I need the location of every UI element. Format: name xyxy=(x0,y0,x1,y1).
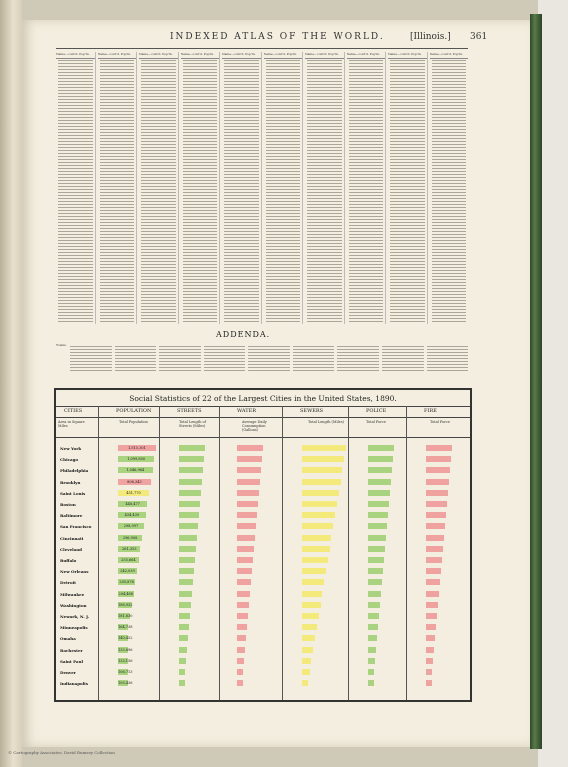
city-name: Buffalo xyxy=(60,558,77,563)
statistic-bar xyxy=(368,523,387,529)
city-name: Washington xyxy=(60,602,87,608)
statistic-bar xyxy=(179,445,205,451)
population-bar: 255,664 xyxy=(118,557,139,563)
index-column-head: Name—cont'd. Pop'ln. xyxy=(430,52,469,59)
statistic-bar xyxy=(426,523,445,529)
right-board xyxy=(538,0,568,767)
sub-header: Total Population xyxy=(119,420,148,424)
population-bar: 164,738 xyxy=(118,625,133,630)
statistic-bar xyxy=(179,568,194,574)
index-column-head: Name—cont'd. Pop'ln. xyxy=(347,52,386,59)
sub-headers xyxy=(56,417,470,438)
city-name: Minneapolis xyxy=(60,625,88,631)
statistic-bar xyxy=(179,613,190,619)
population-bar: 205,876 xyxy=(119,580,134,585)
city-name: Omaha xyxy=(60,636,76,642)
population-bar: 1,046,964 xyxy=(118,467,153,473)
statistic-bar xyxy=(179,479,202,485)
statistic-bar xyxy=(426,501,447,507)
statistic-bar xyxy=(237,669,243,675)
place-index xyxy=(56,52,468,324)
sub-header: Area in Square Miles xyxy=(58,420,85,428)
statistic-bar xyxy=(302,579,324,585)
statistic-bar xyxy=(426,512,446,518)
population-bar: 140,452 xyxy=(118,636,133,641)
city-name: Indianapolis xyxy=(60,681,88,687)
city-name: Brooklyn xyxy=(60,479,81,485)
statistic-bar xyxy=(237,647,245,653)
statistic-bar xyxy=(368,546,385,552)
statistic-bar xyxy=(302,680,308,686)
sub-header: Total Force xyxy=(430,420,450,424)
population-bar: 1,099,850 xyxy=(118,456,154,462)
sub-header: Total Length (Miles) xyxy=(308,420,344,424)
statistic-bar xyxy=(368,490,390,496)
statistic-bar xyxy=(368,613,379,619)
population-bar: 261,353 xyxy=(118,546,140,552)
population-bar: 106,713 xyxy=(118,670,133,674)
statistic-bar xyxy=(302,557,328,563)
city-name: Baltimore xyxy=(60,513,83,519)
statistic-bar xyxy=(237,490,259,496)
statistic-bar xyxy=(302,669,310,675)
statistic-bar xyxy=(368,445,394,451)
statistic-bar xyxy=(179,658,186,664)
statistic-bar xyxy=(237,613,248,619)
index-entries xyxy=(183,60,218,324)
statistic-bar xyxy=(302,546,330,552)
column-header: CITIES xyxy=(64,408,83,414)
statistic-bar xyxy=(179,669,185,675)
statistic-bar xyxy=(426,546,443,552)
statistic-bar xyxy=(426,456,451,462)
addenda-column xyxy=(115,346,157,372)
statistic-bar xyxy=(426,669,432,675)
city-name: Detroit xyxy=(60,580,77,586)
index-column-head: Name—cont'd. Pop'ln. xyxy=(181,52,220,59)
statistic-bar xyxy=(368,535,386,541)
statistic-bar xyxy=(237,523,256,529)
column-divider xyxy=(159,406,160,700)
column-header: STREETS xyxy=(177,408,202,414)
statistic-bar xyxy=(302,591,322,597)
statistic-bar xyxy=(237,445,263,451)
statistic-bar xyxy=(237,467,261,473)
index-entries xyxy=(266,60,301,324)
statistic-bar xyxy=(302,501,337,507)
column-divider xyxy=(282,406,283,700)
social-statistics-table xyxy=(54,388,472,702)
sub-header: Total Length of Streets (Miles) xyxy=(179,420,206,428)
column-header: FIRE xyxy=(424,408,437,414)
statistic-bar xyxy=(426,647,434,653)
statistic-bar xyxy=(302,624,317,630)
statistic-bar xyxy=(237,557,253,563)
statistic-bar xyxy=(426,568,441,574)
population-bar: 448,477 xyxy=(118,501,147,507)
column-divider xyxy=(406,406,407,700)
statistic-bar xyxy=(179,647,187,653)
statistic-bar xyxy=(179,490,201,496)
left-page-edge xyxy=(0,0,22,767)
statistic-bar xyxy=(368,456,393,462)
statistic-bar xyxy=(237,591,250,597)
city-name: Boston xyxy=(60,502,76,507)
index-column xyxy=(430,52,469,324)
statistic-bar xyxy=(302,647,313,653)
population-bar: 133,156 xyxy=(118,658,133,663)
header-rule xyxy=(56,48,468,49)
population-bar: 296,908 xyxy=(118,535,142,541)
index-entries xyxy=(141,60,176,324)
column-divider xyxy=(98,406,99,700)
page-title: INDEXED ATLAS OF THE WORLD. xyxy=(170,32,385,42)
statistic-bar xyxy=(426,635,435,641)
statistic-bar xyxy=(426,613,437,619)
statistic-bar xyxy=(368,579,382,585)
credit-note: © Cartography Associates, David Rumsey Collection xyxy=(8,750,115,755)
index-column-head: Name—cont'd. Pop'ln. xyxy=(139,52,178,59)
statistic-bar xyxy=(179,467,203,473)
statistic-bar xyxy=(368,624,378,630)
statistic-bar xyxy=(368,658,375,664)
index-column-head: Name—cont'd. Pop'ln. xyxy=(264,52,303,59)
statistic-bar xyxy=(302,635,315,641)
statistic-bar xyxy=(302,490,339,496)
statistic-bar xyxy=(426,490,448,496)
statistic-bar xyxy=(302,479,341,485)
city-name: New Orleans xyxy=(60,569,89,575)
column-header: POPULATION xyxy=(116,408,152,414)
statistic-bar xyxy=(302,467,342,473)
city-name: San Francisco xyxy=(60,524,92,530)
statistic-bar xyxy=(237,512,257,518)
statistic-bar xyxy=(237,602,249,608)
addenda-list xyxy=(70,346,468,372)
statistic-bar xyxy=(179,680,185,686)
statistic-bar xyxy=(368,557,384,563)
index-column xyxy=(388,52,428,324)
index-column-head: Name—cont'd. Pop'ln. xyxy=(98,52,137,59)
index-column xyxy=(139,52,179,324)
statistic-bar xyxy=(368,479,391,485)
statistic-bar xyxy=(368,501,389,507)
statistic-bar xyxy=(179,546,196,552)
statistic-bar xyxy=(368,602,380,608)
statistic-bar xyxy=(368,680,374,686)
statistic-bar xyxy=(237,579,251,585)
statistic-bar xyxy=(426,680,432,686)
statistic-bar xyxy=(302,512,335,518)
statistic-bar xyxy=(368,635,377,641)
statistic-bar xyxy=(179,512,199,518)
statistic-bar xyxy=(368,568,383,574)
index-column xyxy=(98,52,138,324)
column-header: POLICE xyxy=(366,408,387,414)
city-name: Cincinnati xyxy=(60,535,84,541)
statistic-bar xyxy=(426,591,439,597)
statistic-bar xyxy=(302,445,346,451)
statistic-bar xyxy=(302,568,326,574)
statistic-bar xyxy=(426,557,442,563)
statistic-bar xyxy=(302,535,331,541)
population-bar: 1,515,301 xyxy=(118,445,156,451)
statistic-bar xyxy=(302,456,344,462)
sub-header: Average Daily Consumption (Gallons) xyxy=(242,420,267,432)
index-column xyxy=(347,52,387,324)
city-name: Cleveland xyxy=(60,546,82,552)
statistic-bar xyxy=(302,602,321,608)
index-entries xyxy=(224,60,259,324)
population-bar: 133,896 xyxy=(118,647,133,652)
index-column-head: Name—cont'd. Pop'ln. xyxy=(388,52,427,59)
sub-header: Total Force xyxy=(366,420,386,424)
statistic-bar xyxy=(179,579,193,585)
statistic-bar xyxy=(237,501,258,507)
column-header: SEWERS xyxy=(300,408,324,414)
page-header xyxy=(30,32,498,48)
city-name: Denver xyxy=(60,670,76,675)
index-column xyxy=(222,52,262,324)
statistic-bar xyxy=(237,479,260,485)
index-column xyxy=(264,52,304,324)
addenda-column xyxy=(427,346,469,372)
statistic-bar xyxy=(426,624,436,630)
index-entries xyxy=(307,60,342,324)
addenda-column xyxy=(70,346,112,372)
population-bar: 451,770 xyxy=(118,490,149,496)
table-title: Social Statistics of 22 of the Largest Cities in the United States, 1890. xyxy=(129,394,397,403)
statistic-bar xyxy=(302,523,333,529)
index-column-head: Name—cont'd. Pop'ln. xyxy=(222,52,261,59)
statistic-bar xyxy=(179,591,192,597)
statistic-bar xyxy=(368,591,381,597)
addenda-column xyxy=(204,346,246,372)
statistic-bar xyxy=(426,579,440,585)
index-column-head: Name—cont'd. Pop'ln. xyxy=(56,52,95,59)
population-bar: 105,436 xyxy=(118,681,133,686)
addenda-column xyxy=(382,346,424,372)
statistic-bar xyxy=(237,680,243,686)
statistic-bar xyxy=(179,557,195,563)
statistic-bar xyxy=(237,456,262,462)
city-name: Newark, N. J. xyxy=(60,614,90,619)
statistic-bar xyxy=(237,535,255,541)
column-divider xyxy=(219,406,220,700)
statistic-bar xyxy=(426,535,444,541)
column-divider xyxy=(348,406,349,700)
statistic-bar xyxy=(179,456,204,462)
index-column xyxy=(305,52,345,324)
statistic-bar xyxy=(237,624,247,630)
addenda-column xyxy=(159,346,201,372)
statistic-bar xyxy=(426,602,438,608)
population-bar: 188,932 xyxy=(118,602,133,607)
statistic-bar xyxy=(237,658,244,664)
statistic-bar xyxy=(179,635,188,641)
population-bar: 181,830 xyxy=(118,614,133,618)
addenda-column xyxy=(337,346,379,372)
statistic-bar xyxy=(179,535,197,541)
index-entries xyxy=(58,60,93,324)
population-bar: 434,439 xyxy=(118,512,146,518)
city-name: Saint Louis xyxy=(60,490,86,496)
statistic-bar xyxy=(237,568,252,574)
statistic-bar xyxy=(368,512,388,518)
city-name: Chicago xyxy=(60,457,79,463)
index-column-head: Name—cont'd. Pop'ln. xyxy=(305,52,344,59)
statistic-bar xyxy=(179,624,189,630)
population-bar: 806,343 xyxy=(118,479,151,485)
index-entries xyxy=(390,60,425,324)
addenda-head: Towns. xyxy=(56,343,67,347)
book-binding xyxy=(530,14,542,749)
index-entries xyxy=(432,60,467,324)
statistic-bar xyxy=(302,613,319,619)
city-name: New York xyxy=(60,446,82,451)
city-name: Rochester xyxy=(60,647,83,653)
statistic-bar xyxy=(368,647,376,653)
statistic-bar xyxy=(237,546,254,552)
state-label: [Illinois.] xyxy=(410,32,451,42)
statistic-bar xyxy=(179,523,198,529)
addenda-title: ADDENDA. xyxy=(216,330,271,339)
statistic-bar xyxy=(426,467,450,473)
index-column xyxy=(181,52,221,324)
statistic-bar xyxy=(426,445,452,451)
statistic-bar xyxy=(179,602,191,608)
population-bar: 204,468 xyxy=(118,591,133,596)
statistic-bar xyxy=(426,658,433,664)
statistic-bar xyxy=(302,658,311,664)
page-number: 361 xyxy=(470,32,488,42)
statistic-bar xyxy=(368,669,374,675)
statistic-bar xyxy=(426,479,449,485)
population-bar: 242,039 xyxy=(118,568,137,574)
statistic-bar xyxy=(179,501,200,507)
addenda-column xyxy=(248,346,290,372)
index-column xyxy=(56,52,96,324)
city-name: Saint Paul xyxy=(60,658,84,664)
statistic-bar xyxy=(368,467,392,473)
statistic-bar xyxy=(237,635,246,641)
city-name: Milwaukee xyxy=(60,591,85,597)
index-entries xyxy=(100,60,135,324)
population-bar: 298,997 xyxy=(118,523,144,529)
column-header: WATER xyxy=(237,408,256,414)
city-name: Philadelphia xyxy=(60,468,89,474)
index-entries xyxy=(349,60,384,324)
addenda-column xyxy=(293,346,335,372)
